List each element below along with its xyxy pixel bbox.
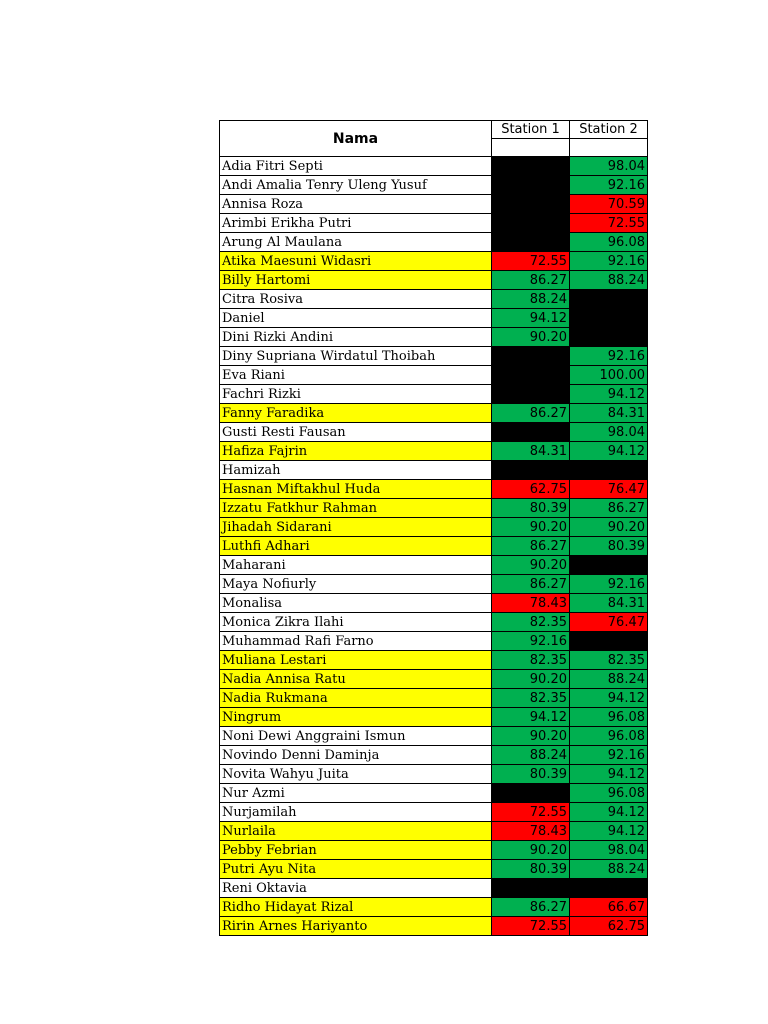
name-cell[interactable]: Hamizah bbox=[220, 461, 492, 480]
station-2-score-cell[interactable] bbox=[570, 461, 648, 480]
station-1-score-cell[interactable] bbox=[492, 385, 570, 404]
station-2-score-cell[interactable]: 98.04 bbox=[570, 841, 648, 860]
station-2-score-cell[interactable]: 94.12 bbox=[570, 765, 648, 784]
table-row bbox=[220, 461, 648, 480]
table-row bbox=[220, 746, 648, 765]
station-1-score-cell[interactable] bbox=[492, 784, 570, 803]
station-1-score-cell[interactable]: 82.35 bbox=[492, 689, 570, 708]
station-1-score-cell[interactable]: 88.24 bbox=[492, 746, 570, 765]
station-1-score-cell[interactable] bbox=[492, 347, 570, 366]
station-1-score-cell[interactable] bbox=[492, 176, 570, 195]
station-2-score-cell[interactable]: 90.20 bbox=[570, 518, 648, 537]
station-1-score-cell[interactable]: 90.20 bbox=[492, 727, 570, 746]
table-row bbox=[220, 784, 648, 803]
table-row bbox=[220, 613, 648, 632]
station-2-score-cell[interactable]: 84.31 bbox=[570, 404, 648, 423]
name-cell[interactable]: Monica Zikra Ilahi bbox=[220, 613, 492, 632]
station-1-score-cell[interactable]: 86.27 bbox=[492, 898, 570, 917]
name-cell[interactable]: Monalisa bbox=[220, 594, 492, 613]
header-nama[interactable]: Nama bbox=[220, 121, 492, 157]
table-row bbox=[220, 632, 648, 651]
station-2-score-cell[interactable]: 96.08 bbox=[570, 233, 648, 252]
station-2-score-cell[interactable]: 92.16 bbox=[570, 347, 648, 366]
table-row bbox=[220, 575, 648, 594]
table-row bbox=[220, 499, 648, 518]
station-1-score-cell[interactable] bbox=[492, 461, 570, 480]
station-1-score-cell[interactable] bbox=[492, 195, 570, 214]
name-cell[interactable]: Fanny Faradika bbox=[220, 404, 492, 423]
name-cell[interactable]: Ririn Arnes Hariyanto bbox=[220, 917, 492, 936]
station-2-score-cell[interactable]: 72.55 bbox=[570, 214, 648, 233]
station-2-score-cell[interactable] bbox=[570, 879, 648, 898]
table-row bbox=[220, 670, 648, 689]
name-cell[interactable]: Arung Al Maulana bbox=[220, 233, 492, 252]
station-1-score-cell[interactable]: 90.20 bbox=[492, 841, 570, 860]
name-cell[interactable]: Gusti Resti Fausan bbox=[220, 423, 492, 442]
name-cell[interactable]: Muliana Lestari bbox=[220, 651, 492, 670]
name-cell[interactable]: Nadia Rukmana bbox=[220, 689, 492, 708]
station-2-score-cell[interactable]: 88.24 bbox=[570, 670, 648, 689]
name-cell[interactable]: Nadia Annisa Ratu bbox=[220, 670, 492, 689]
name-cell[interactable]: Reni Oktavia bbox=[220, 879, 492, 898]
station-1-score-cell[interactable]: 80.39 bbox=[492, 860, 570, 879]
station-2-score-cell[interactable]: 86.27 bbox=[570, 499, 648, 518]
table-row bbox=[220, 404, 648, 423]
station-2-score-cell[interactable]: 100.00 bbox=[570, 366, 648, 385]
name-cell[interactable]: Eva Riani bbox=[220, 366, 492, 385]
name-cell[interactable]: Annisa Roza bbox=[220, 195, 492, 214]
name-cell[interactable]: Arimbi Erikha Putri bbox=[220, 214, 492, 233]
station-1-score-cell[interactable]: 88.24 bbox=[492, 290, 570, 309]
name-cell[interactable]: Billy Hartomi bbox=[220, 271, 492, 290]
station-1-score-cell[interactable]: 82.35 bbox=[492, 651, 570, 670]
table-row bbox=[220, 442, 648, 461]
station-2-score-cell[interactable]: 88.24 bbox=[570, 271, 648, 290]
station-1-score-cell[interactable]: 90.20 bbox=[492, 518, 570, 537]
station-2-score-cell[interactable]: 94.12 bbox=[570, 822, 648, 841]
station-2-score-cell[interactable]: 92.16 bbox=[570, 252, 648, 271]
station-1-score-cell[interactable]: 92.16 bbox=[492, 632, 570, 651]
station-2-score-cell[interactable] bbox=[570, 290, 648, 309]
name-cell[interactable]: Fachri Rizki bbox=[220, 385, 492, 404]
name-cell[interactable]: Diny Supriana Wirdatul Thoibah bbox=[220, 347, 492, 366]
station-1-score-cell[interactable] bbox=[492, 214, 570, 233]
station-2-score-cell[interactable]: 66.67 bbox=[570, 898, 648, 917]
station-2-score-cell[interactable] bbox=[570, 328, 648, 347]
table-row bbox=[220, 727, 648, 746]
station-1-score-cell[interactable]: 78.43 bbox=[492, 822, 570, 841]
score-table bbox=[219, 120, 648, 936]
station-1-score-cell[interactable]: 84.31 bbox=[492, 442, 570, 461]
header-station-1[interactable]: Station 1 bbox=[492, 121, 570, 139]
table-row bbox=[220, 841, 648, 860]
table-row bbox=[220, 879, 648, 898]
name-cell[interactable]: Maya Nofiurly bbox=[220, 575, 492, 594]
station-1-score-cell[interactable]: 86.27 bbox=[492, 404, 570, 423]
name-cell[interactable]: Ridho Hidayat Rizal bbox=[220, 898, 492, 917]
table-row bbox=[220, 898, 648, 917]
name-cell[interactable]: Nurlaila bbox=[220, 822, 492, 841]
table-row bbox=[220, 689, 648, 708]
table-row bbox=[220, 765, 648, 784]
name-cell[interactable]: Muhammad Rafi Farno bbox=[220, 632, 492, 651]
station-1-score-cell[interactable] bbox=[492, 366, 570, 385]
name-cell[interactable]: Noni Dewi Anggraini Ismun bbox=[220, 727, 492, 746]
station-1-score-cell[interactable]: 82.35 bbox=[492, 613, 570, 632]
station-2-score-cell[interactable]: 92.16 bbox=[570, 746, 648, 765]
station-2-score-cell[interactable]: 62.75 bbox=[570, 917, 648, 936]
name-cell[interactable]: Hafiza Fajrin bbox=[220, 442, 492, 461]
name-cell[interactable]: Andi Amalia Tenry Uleng Yusuf bbox=[220, 176, 492, 195]
station-1-score-cell[interactable]: 86.27 bbox=[492, 575, 570, 594]
header-station-2[interactable]: Station 2 bbox=[570, 121, 648, 139]
name-cell[interactable]: Maharani bbox=[220, 556, 492, 575]
station-1-score-cell[interactable]: 90.20 bbox=[492, 328, 570, 347]
table-row bbox=[220, 309, 648, 328]
name-cell[interactable]: Jihadah Sidarani bbox=[220, 518, 492, 537]
station-2-score-cell[interactable] bbox=[570, 309, 648, 328]
table-row bbox=[220, 651, 648, 670]
table-row bbox=[220, 176, 648, 195]
table-row bbox=[220, 195, 648, 214]
station-1-score-cell[interactable] bbox=[492, 879, 570, 898]
station-2-score-cell[interactable]: 94.12 bbox=[570, 385, 648, 404]
table-row bbox=[220, 860, 648, 879]
station-1-score-cell[interactable]: 72.55 bbox=[492, 917, 570, 936]
station-1-score-cell[interactable] bbox=[492, 423, 570, 442]
station-1-score-cell[interactable]: 80.39 bbox=[492, 765, 570, 784]
name-cell[interactable]: Atika Maesuni Widasri bbox=[220, 252, 492, 271]
name-cell[interactable]: Nurjamilah bbox=[220, 803, 492, 822]
table-row bbox=[220, 252, 648, 271]
station-2-score-cell[interactable]: 92.16 bbox=[570, 176, 648, 195]
station-1-score-cell[interactable]: 72.55 bbox=[492, 252, 570, 271]
table-row bbox=[220, 233, 648, 252]
station-2-score-cell[interactable]: 80.39 bbox=[570, 537, 648, 556]
station-2-score-cell[interactable]: 76.47 bbox=[570, 480, 648, 499]
table-row bbox=[220, 917, 648, 936]
table-row bbox=[220, 214, 648, 233]
table-row bbox=[220, 518, 648, 537]
header-station-2-blank[interactable] bbox=[570, 139, 648, 157]
table-row bbox=[220, 537, 648, 556]
station-1-score-cell[interactable]: 90.20 bbox=[492, 670, 570, 689]
station-2-score-cell[interactable]: 98.04 bbox=[570, 423, 648, 442]
station-2-score-cell[interactable]: 96.08 bbox=[570, 708, 648, 727]
table-row bbox=[220, 822, 648, 841]
name-cell[interactable]: Citra Rosiva bbox=[220, 290, 492, 309]
name-cell[interactable]: Dini Rizki Andini bbox=[220, 328, 492, 347]
station-2-score-cell[interactable]: 76.47 bbox=[570, 613, 648, 632]
name-cell[interactable]: Hasnan Miftakhul Huda bbox=[220, 480, 492, 499]
station-2-score-cell[interactable] bbox=[570, 556, 648, 575]
name-cell[interactable]: Ningrum bbox=[220, 708, 492, 727]
table-row bbox=[220, 328, 648, 347]
name-cell[interactable]: Adia Fitri Septi bbox=[220, 157, 492, 176]
table-row bbox=[220, 366, 648, 385]
name-cell[interactable]: Luthfi Adhari bbox=[220, 537, 492, 556]
station-1-score-cell[interactable]: 86.27 bbox=[492, 271, 570, 290]
station-1-score-cell[interactable]: 78.43 bbox=[492, 594, 570, 613]
station-1-score-cell[interactable]: 72.55 bbox=[492, 803, 570, 822]
station-1-score-cell[interactable]: 80.39 bbox=[492, 499, 570, 518]
station-1-score-cell[interactable]: 94.12 bbox=[492, 309, 570, 328]
station-2-score-cell[interactable]: 94.12 bbox=[570, 442, 648, 461]
station-2-score-cell[interactable]: 96.08 bbox=[570, 727, 648, 746]
name-cell[interactable]: Novita Wahyu Juita bbox=[220, 765, 492, 784]
station-2-score-cell[interactable]: 70.59 bbox=[570, 195, 648, 214]
table-row bbox=[220, 594, 648, 613]
name-cell[interactable]: Daniel bbox=[220, 309, 492, 328]
station-2-score-cell[interactable]: 82.35 bbox=[570, 651, 648, 670]
header-station-1-blank[interactable] bbox=[492, 139, 570, 157]
station-2-score-cell[interactable]: 84.31 bbox=[570, 594, 648, 613]
station-2-score-cell[interactable]: 88.24 bbox=[570, 860, 648, 879]
name-cell[interactable]: Pebby Febrian bbox=[220, 841, 492, 860]
station-1-score-cell[interactable] bbox=[492, 157, 570, 176]
score-table-body bbox=[220, 121, 648, 936]
name-cell[interactable]: Novindo Denni Daminja bbox=[220, 746, 492, 765]
table-row bbox=[220, 423, 648, 442]
table-row bbox=[220, 708, 648, 727]
station-2-score-cell[interactable]: 98.04 bbox=[570, 157, 648, 176]
station-1-score-cell[interactable] bbox=[492, 233, 570, 252]
table-row bbox=[220, 271, 648, 290]
station-2-score-cell[interactable]: 94.12 bbox=[570, 689, 648, 708]
table-row bbox=[220, 556, 648, 575]
table-row bbox=[220, 157, 648, 176]
station-1-score-cell[interactable]: 94.12 bbox=[492, 708, 570, 727]
station-2-score-cell[interactable]: 94.12 bbox=[570, 803, 648, 822]
table-row bbox=[220, 290, 648, 309]
station-1-score-cell[interactable]: 90.20 bbox=[492, 556, 570, 575]
header-row bbox=[220, 121, 648, 139]
name-cell[interactable]: Izzatu Fatkhur Rahman bbox=[220, 499, 492, 518]
table-row bbox=[220, 803, 648, 822]
station-2-score-cell[interactable] bbox=[570, 632, 648, 651]
name-cell[interactable]: Nur Azmi bbox=[220, 784, 492, 803]
station-2-score-cell[interactable]: 96.08 bbox=[570, 784, 648, 803]
station-2-score-cell[interactable]: 92.16 bbox=[570, 575, 648, 594]
station-1-score-cell[interactable]: 86.27 bbox=[492, 537, 570, 556]
station-1-score-cell[interactable]: 62.75 bbox=[492, 480, 570, 499]
name-cell[interactable]: Putri Ayu Nita bbox=[220, 860, 492, 879]
table-row bbox=[220, 347, 648, 366]
table-row bbox=[220, 480, 648, 499]
table-row bbox=[220, 385, 648, 404]
